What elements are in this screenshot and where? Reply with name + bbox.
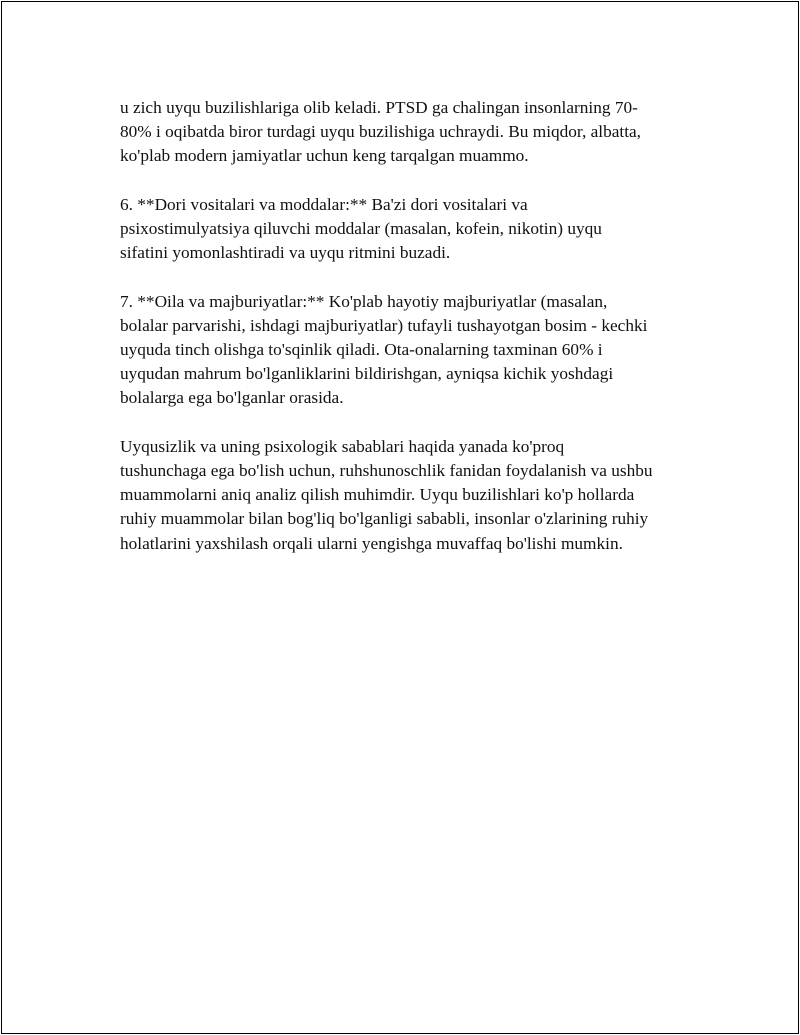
text-line: u zich uyqu buzilishlariga olib keladi. PTSD ga chalingan insonlarning 70-	[120, 98, 638, 117]
text-line: 6. **Dori vositalari va moddalar:** Ba'zi dori vositalari va	[120, 194, 528, 214]
text-line: bolalarga ega bo'lganlar orasida.	[120, 388, 344, 408]
paragraph-conclusion	[120, 435, 720, 556]
text-line: 80% i oqibatda biror turdagi uyqu buzilishiga uchraydi. Bu miqdor, albatta,	[120, 122, 641, 142]
text-line: ko'plab modern jamiyatlar uchun keng tarqalgan muammo.	[120, 146, 529, 166]
text-line: bolalar parvarishi, ishdagi majburiyatlar) tufayli tushayotgan bosim - kechki	[120, 315, 648, 335]
paragraph-medications	[120, 193, 720, 266]
text-line: sifatini yomonlashtiradi va uyqu ritmini buzadi.	[120, 243, 451, 263]
text-line: uyquda tinch olishga to'sqinlik qiladi. Ota-onalarning taxminan 60% i	[120, 340, 603, 359]
page-frame	[1, 1, 799, 1034]
text-line: uyqudan mahrum bo'lganliklarini bildirishgan, ayniqsa kichik yoshdagi	[120, 364, 614, 384]
text-line: holatlarini yaxshilash orqali ularni yengishga muvaffaq bo'lishi mumkin.	[120, 533, 623, 553]
paragraph-ptsd	[120, 96, 720, 169]
document-body	[120, 96, 720, 580]
text-line: ruhiy muammolar bilan bog'liq bo'lganligi sababli, insonlar o'zlarining ruhiy	[120, 509, 649, 529]
paragraph-family-obligations	[120, 290, 720, 411]
text-line: muammolarni aniq analiz qilish muhimdir. Uyqu buzilishlari ko'p hollarda	[120, 485, 635, 505]
text-line: tushunchaga ega bo'lish uchun, ruhshunoschlik fanidan foydalanish va ushbu	[120, 461, 653, 480]
text-line: 7. **Oila va majburiyatlar:** Ko'plab hayotiy majburiyatlar (masalan,	[120, 291, 608, 311]
text-line: Uyqusizlik va uning psixologik sabablari haqida yanada ko'proq	[120, 436, 565, 456]
text-line: psixostimulyatsiya qiluvchi moddalar (masalan, kofein, nikotin) uyqu	[120, 219, 602, 238]
